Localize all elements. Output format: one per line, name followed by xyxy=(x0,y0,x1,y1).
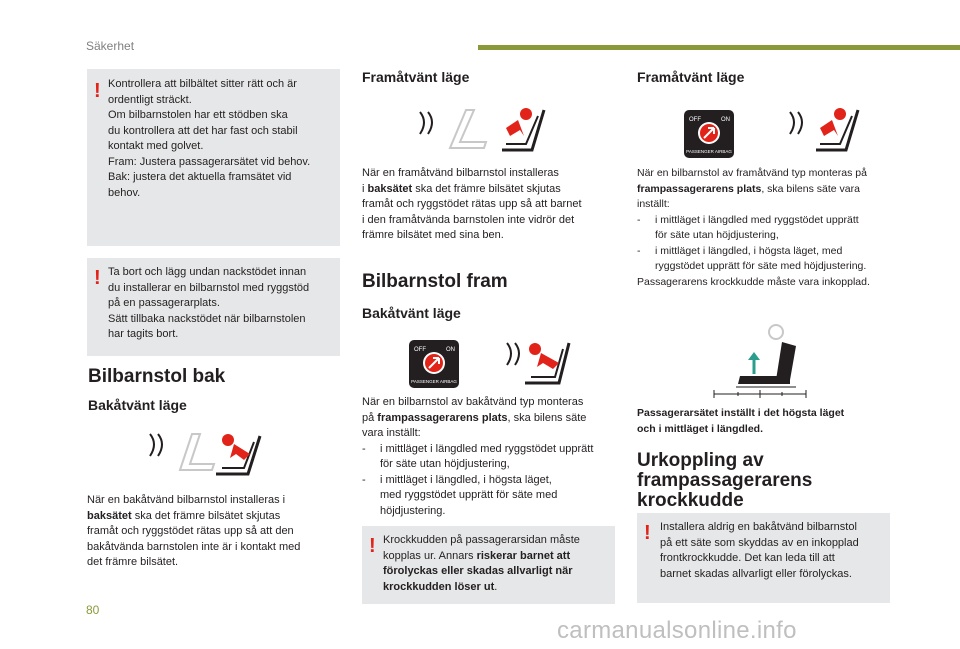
text-line: vara inställt: xyxy=(362,427,421,439)
svg-text:ON: ON xyxy=(446,347,455,353)
subheading-rear-facing: Bakåtvänt läge xyxy=(88,397,187,413)
longitudinal-scale xyxy=(714,390,806,398)
seat-motion-arc xyxy=(798,112,802,134)
warning-line: Installera aldrig en bakåtvänd bilbarnstol xyxy=(660,521,857,533)
airbag-label: PASSENGER AIRBAG xyxy=(686,149,732,154)
warning-box-airbag-disable xyxy=(362,526,615,604)
warning-line: har tagits bort. xyxy=(108,328,179,340)
height-arrow-head xyxy=(748,352,760,360)
warning-line: barnet skadas allvarligt eller förolyckas. xyxy=(660,567,852,580)
warning-line xyxy=(383,580,615,596)
heading-rear-seat: Bilbarnstol bak xyxy=(88,366,226,387)
warning-line: du installerar en bilbarnstol med ryggstöd xyxy=(108,281,310,294)
heading-line: krockkudde xyxy=(637,490,744,511)
rear-facing-front-seat-illustration xyxy=(503,337,573,391)
text-span: ska det främre bilsätet skjutas xyxy=(131,509,281,522)
text-bold: frampassagerarens plats xyxy=(637,182,762,195)
warning-icon: ! xyxy=(94,80,101,102)
warning-line: på ett säte som skyddas av en inkopplad xyxy=(660,536,859,549)
paragraph-forward-facing-front xyxy=(637,166,907,290)
page-number: 80 xyxy=(86,603,100,617)
text-bold: riskerar barnet att xyxy=(476,549,571,562)
text-line: framåt och ryggstödet rätas upp så att den xyxy=(87,525,294,537)
text-span: , ska bilens säte xyxy=(507,411,587,424)
text-span: , ska bilens säte vara xyxy=(761,182,860,195)
warning-box-never-rear-facing xyxy=(637,513,890,603)
paragraph-forward-facing-rear xyxy=(362,166,620,244)
child-head xyxy=(222,434,234,446)
warning-line: kontakt med golvet. xyxy=(108,140,204,152)
rear-facing-child-seat-illustration xyxy=(140,428,280,486)
text-span: . xyxy=(494,580,498,593)
text-span: i xyxy=(362,182,368,195)
warning-line xyxy=(383,549,615,565)
text-span: kopplas ur. Annars xyxy=(383,549,477,562)
list-item xyxy=(637,213,907,244)
text-line: När en framåtvänd bilbarnstol installeras xyxy=(362,167,559,179)
text-line: höjdjustering. xyxy=(380,504,446,517)
text-line xyxy=(637,182,907,198)
text-line: När en bilbarnstol av bakåtvänd typ monteras xyxy=(362,396,584,408)
section-label: Säkerhet xyxy=(86,39,135,53)
child-body xyxy=(506,120,524,136)
seat-rail xyxy=(736,386,796,388)
warning-line: Ta bort och lägg undan nackstödet innan xyxy=(108,266,307,278)
warning-box-belt xyxy=(87,69,340,246)
text-bold: krockkudden löser ut xyxy=(383,580,495,593)
forward-facing-front-seat-illustration xyxy=(786,104,862,160)
forward-facing-child-seat-illustration xyxy=(414,104,554,160)
paragraph-rear-facing-front xyxy=(362,395,624,519)
text-span: på xyxy=(362,411,378,424)
text-bold: baksätet xyxy=(87,509,132,522)
text-line: med ryggstödet upprätt för säte med xyxy=(380,489,558,501)
warning-line: Krockkudden på passagerarsidan måste xyxy=(383,534,580,546)
child-head xyxy=(529,343,541,355)
text-line: för säte utan höjdjustering, xyxy=(655,229,779,241)
text-line: för säte utan höjdjustering, xyxy=(380,458,510,470)
seat-motion-arc xyxy=(428,112,432,134)
seat-motion-arc xyxy=(507,343,511,365)
subheading-forward-facing-front: Framåtvänt läge xyxy=(637,69,745,85)
headrest-outline xyxy=(769,325,783,339)
warning-line: du kontrollera att det har fast och stabil xyxy=(108,124,298,137)
text-line: bakåtvända barnstolen inte är i kontakt med xyxy=(87,540,301,553)
text-line: i mittläget i längdled, i högsta läget, med xyxy=(655,244,843,257)
seat-motion-arc xyxy=(420,112,424,134)
svg-text:OFF: OFF xyxy=(414,347,426,353)
text-line: När en bakåtvänd bilbarnstol installeras i xyxy=(87,494,286,506)
text-line xyxy=(87,509,343,525)
warning-line: behov. xyxy=(108,186,141,199)
seat-position-illustration xyxy=(710,320,810,400)
text-bold: baksätet xyxy=(367,182,413,195)
list-dash: - xyxy=(637,213,641,226)
text-bold: förolyckas eller skadas allvarligt när xyxy=(383,565,573,577)
heading-line: Urkoppling av xyxy=(637,450,764,471)
text-line: främre bilsätet med sina ben. xyxy=(362,229,504,241)
warning-line: Om bilbarnstolen har ett stödben ska xyxy=(108,109,288,121)
airbag-off-indicator-icon xyxy=(409,340,459,388)
list-item xyxy=(362,473,624,520)
warning-line: frontkrockkudde. Det kan leda till att xyxy=(660,552,835,564)
seat-back xyxy=(776,342,796,380)
seat-motion-arc xyxy=(790,112,794,134)
text-line: det främre bilsätet. xyxy=(87,556,179,568)
text-line: i mittläget i längdled med ryggstödet upprätt xyxy=(655,213,859,226)
text-line: i mittläget i längdled, i högsta läget, xyxy=(380,473,552,486)
warning-icon: ! xyxy=(369,535,376,557)
warning-line xyxy=(383,564,615,580)
text-line xyxy=(362,182,620,198)
child-body xyxy=(537,353,559,369)
seat-position-caption xyxy=(637,405,907,437)
seat-cushion xyxy=(738,376,790,384)
seat-motion-arc xyxy=(515,343,519,365)
list-dash: - xyxy=(362,473,366,486)
list-item xyxy=(637,244,907,275)
heading-line: frampassagerarens xyxy=(637,470,813,491)
warning-box-headrest xyxy=(87,258,340,356)
heading-front-seat: Bilbarnstol fram xyxy=(362,271,508,292)
list-dash: - xyxy=(362,442,366,455)
airbag-on-indicator-icon xyxy=(684,110,734,158)
warning-icon: ! xyxy=(94,267,101,289)
caption-line: och i mittläget i längdled. xyxy=(637,423,764,435)
text-span: ska det främre bilsätet skjutas xyxy=(412,182,561,195)
caption-line: Passagerarsätet inställt i det högsta läget xyxy=(637,407,845,419)
list-item xyxy=(362,442,624,473)
warning-line: Fram: Justera passagerarsätet vid behov. xyxy=(108,155,311,168)
text-line: framåt och ryggstödet rätas upp så att barnet xyxy=(362,198,582,210)
child-head xyxy=(834,108,846,120)
paragraph-rear-facing-rear xyxy=(87,493,343,571)
seat-motion-arc xyxy=(158,434,162,456)
text-line: i den framåtvända barnstolen inte vidrör det xyxy=(362,213,575,226)
warning-icon: ! xyxy=(644,522,651,544)
text-bold: frampassagerarens plats xyxy=(377,411,508,424)
warning-line: Kontrollera att bilbältet sitter rätt och är xyxy=(108,78,297,90)
front-seat-outline xyxy=(180,434,214,470)
svg-text:ON: ON xyxy=(721,117,730,123)
header-accent-bar xyxy=(478,45,960,50)
warning-line: Sätt tillbaka nackstödet när bilbarnstolen xyxy=(108,312,306,325)
text-line: ryggstödet upprätt för säte med höjdjustering. xyxy=(655,260,867,272)
heading-airbag-deactivation xyxy=(637,451,812,511)
svg-text:OFF: OFF xyxy=(689,117,701,123)
list-dash: - xyxy=(637,244,641,257)
subheading-rear-facing-front: Bakåtvänt läge xyxy=(362,305,461,321)
seat-motion-arc xyxy=(150,434,154,456)
text-line: När en bilbarnstol av framåtvänd typ monteras på xyxy=(637,167,867,179)
warning-line: Bak: justera det aktuella framsätet vid xyxy=(108,171,292,183)
text-line xyxy=(362,411,624,427)
warning-line: på en passagerarplats. xyxy=(108,297,220,309)
airbag-label: PASSENGER AIRBAG xyxy=(411,379,457,384)
text-line: i mittläget i längdled med ryggstödet upprätt xyxy=(380,442,594,455)
child-body xyxy=(820,120,838,136)
text-line: inställt: xyxy=(637,198,670,210)
warning-line: ordentligt sträckt. xyxy=(108,93,192,106)
front-seat-outline xyxy=(450,110,486,148)
watermark: carmanualsonline.info xyxy=(557,617,797,644)
text-line: Passagerarens krockkudde måste vara inkopplad. xyxy=(637,275,870,288)
subheading-forward-facing-rear: Framåtvänt läge xyxy=(362,69,470,85)
child-head xyxy=(520,108,532,120)
